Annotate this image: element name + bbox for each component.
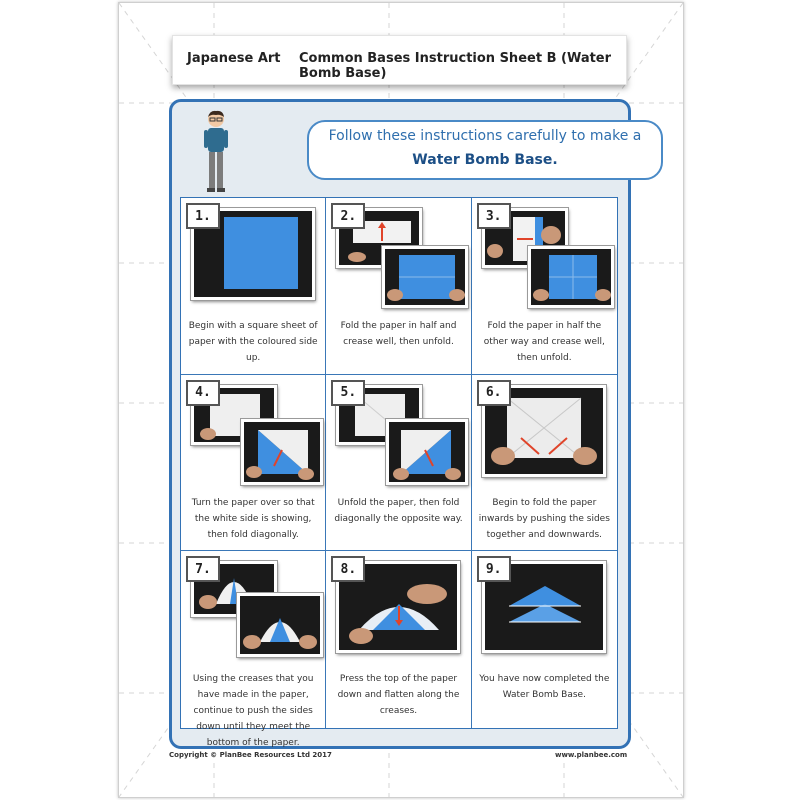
website-text: www.planbee.com [555, 751, 628, 759]
step-4-cell [181, 375, 326, 552]
step-caption: Turn the paper over so that the white side is showing, then fold diagonally. [191, 497, 315, 540]
step-6-cell [472, 375, 617, 552]
step-1-cell [181, 198, 326, 375]
subject-label: Japanese Art [187, 51, 281, 66]
step-caption: Using the creases that you have made in the paper, continue to push the sides down until they meet the bottom of the paper. [192, 674, 314, 749]
bubble-line-1: Follow these instructions carefully to make a [328, 128, 642, 144]
step-2-cell [326, 198, 471, 375]
step-number: 2. [331, 203, 365, 229]
step-7-cell [181, 551, 326, 749]
step-caption: Begin with a square sheet of paper with the coloured side up. [188, 321, 318, 363]
step-9-cell [472, 551, 617, 728]
step-caption: Press the top of the paper down and flatten along the creases. [337, 674, 460, 717]
step-7-photo-b [237, 593, 323, 657]
step-caption: You have now completed the Water Bomb Base. [479, 674, 610, 701]
bubble-line-2: Water Bomb Base. [412, 152, 558, 168]
sheet-title: Common Bases Instruction Sheet B (Water Bomb Base) [299, 51, 612, 81]
step-8-cell [326, 551, 471, 728]
step-number: 6. [477, 380, 511, 406]
worksheet-page [118, 2, 684, 798]
step-4-photo-b [241, 419, 323, 485]
step-caption: Begin to fold the paper inwards by pushing the sides together and downwards. [478, 497, 610, 540]
step-caption: Fold the paper in half the other way and crease well, then unfold. [483, 321, 605, 363]
instructions-frame [169, 99, 642, 749]
step-5-photo-b [386, 419, 468, 485]
step-number: 3. [477, 203, 511, 229]
step-caption: Fold the paper in half and crease well, then unfold. [340, 321, 457, 347]
step-3-cell [472, 198, 617, 375]
step-2-photo-b [382, 246, 468, 308]
step-number: 5. [331, 380, 365, 406]
steps-grid [180, 197, 618, 749]
step-caption: Unfold the paper, then fold diagonally the opposite way. [334, 497, 463, 524]
step-number: 4. [186, 380, 220, 406]
step-number: 7. [186, 556, 220, 582]
step-number: 1. [186, 203, 220, 229]
speech-bubble [307, 120, 663, 180]
page-header [172, 35, 627, 85]
step-number: 9. [477, 556, 511, 582]
step-3-photo-b [528, 246, 614, 308]
step-5-cell [326, 375, 471, 552]
step-number: 8. [331, 556, 365, 582]
teacher-avatar-icon [202, 110, 230, 194]
copyright-text: Copyright © PlanBee Resources Ltd 2017 [169, 751, 332, 759]
